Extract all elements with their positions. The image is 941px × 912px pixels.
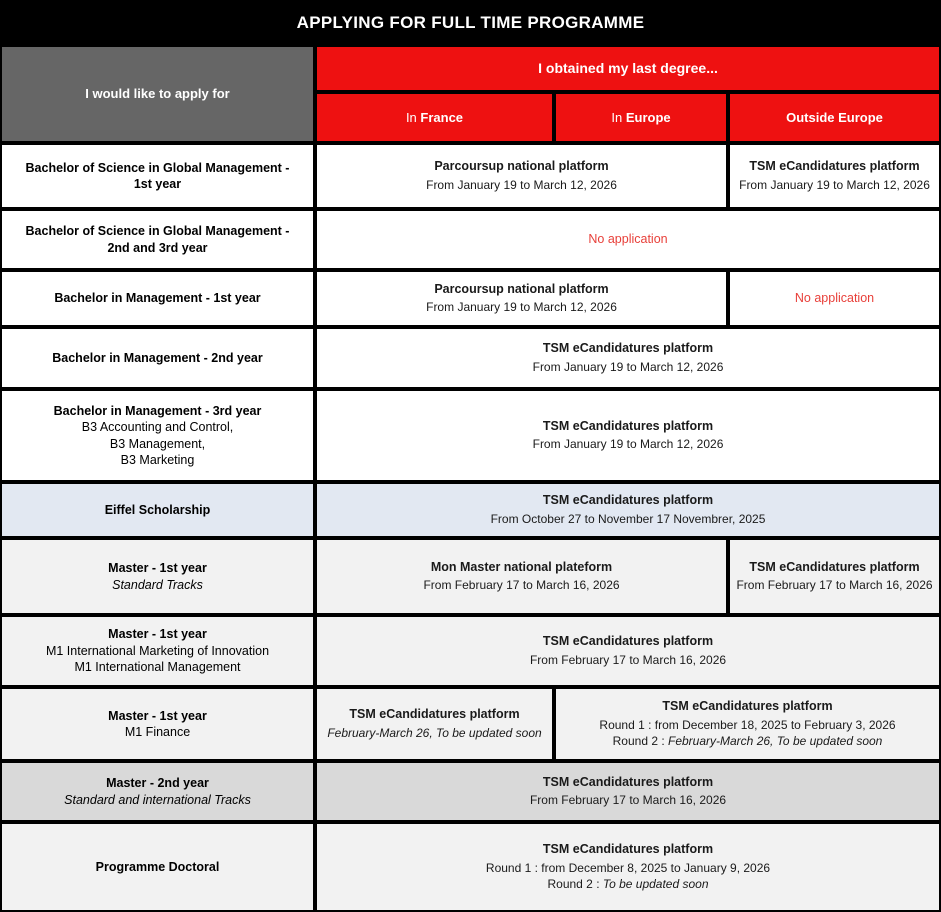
- page-title-bar: [0, 0, 941, 45]
- row-label-eiffel-scholarship: Eiffel Scholarship: [0, 482, 315, 538]
- row-label-master-1st-standard-tracks: Master - 1st year Standard Tracks: [0, 538, 315, 615]
- header-col-in-france-text: In France: [405, 109, 464, 125]
- header-col-outside-europe-text: Outside Europe: [786, 109, 883, 125]
- header-col-outside-europe: [728, 92, 941, 143]
- page-title: APPLYING FOR FULL TIME PROGRAMME: [296, 12, 645, 32]
- cell-bsc1-outside-europe: TSM eCandidatures platform From January 19 to March 12, 2026: [728, 143, 941, 209]
- header-degree-group: [315, 45, 941, 92]
- header-row-label-column: [0, 45, 315, 143]
- cell-m1std-france-europe: Mon Master national plateform From February 17 to March 16, 2026: [315, 538, 728, 615]
- cell-m1std-outside-europe: TSM eCandidatures platform From February 17 to March 16, 2026: [728, 538, 941, 615]
- row-label-bachelor-management-1st: Bachelor in Management - 1st year: [0, 270, 315, 327]
- row-label-bsc-global-management-2nd-3rd: Bachelor of Science in Global Management - 2nd and 3rd year: [0, 209, 315, 270]
- row-label-master-2nd: Master - 2nd year Standard and international Tracks: [0, 761, 315, 822]
- header-degree-group-text: I obtained my last degree...: [538, 60, 718, 77]
- cell-m1fin-france: TSM eCandidatures platform February-March 26, To be updated soon: [315, 687, 554, 761]
- cell-bm3-all-columns: TSM eCandidatures platform From January 19 to March 12, 2026: [315, 389, 941, 482]
- cell-doctoral-all-columns: TSM eCandidatures platform Round 1 : from December 8, 2025 to January 9, 2026 Round 2 : To be updated soon: [315, 822, 941, 912]
- cell-bm2-all-columns: TSM eCandidatures platform From January 19 to March 12, 2026: [315, 327, 941, 389]
- cell-m2-all-columns: TSM eCandidatures platform From February 17 to March 16, 2026: [315, 761, 941, 822]
- row-label-master-1st-finance: Master - 1st year M1 Finance: [0, 687, 315, 761]
- m1fin-round2-line: Round 2 : February-March 26, To be updated soon: [612, 733, 883, 748]
- header-col-in-france: [315, 92, 554, 143]
- row-label-bsc-global-management-1st: Bachelor of Science in Global Management - 1st year: [0, 143, 315, 209]
- cell-eiffel-all-columns: TSM eCandidatures platform From October 27 to November 17 Novembrer, 2025: [315, 482, 941, 538]
- cell-bsc1-france-europe: Parcoursup national platform From January 19 to March 12, 2026: [315, 143, 728, 209]
- header-col-in-europe: [554, 92, 728, 143]
- doctoral-round2-line: Round 2 : To be updated soon: [547, 876, 709, 891]
- header-col-in-europe-text: In Europe: [611, 109, 671, 125]
- cell-m1intl-all-columns: TSM eCandidatures platform From February 17 to March 16, 2026: [315, 615, 941, 687]
- cell-bm1-france-europe: Parcoursup national platform From January 19 to March 12, 2026: [315, 270, 728, 327]
- header-row-label-text: I would like to apply for: [85, 86, 230, 102]
- cell-bsc23-all-columns: No application: [315, 209, 941, 270]
- row-label-master-1st-international: Master - 1st year M1 International Marketing of Innovation M1 International Management: [0, 615, 315, 687]
- cell-bm1-outside-europe: No application: [728, 270, 941, 327]
- row-label-bachelor-management-3rd: Bachelor in Management - 3rd year B3 Accounting and Control, B3 Management, B3 Marketing: [0, 389, 315, 482]
- cell-m1fin-europe-outside: TSM eCandidatures platform Round 1 : from December 18, 2025 to February 3, 2026 Round 2 : February-March 26, To be updated soon: [554, 687, 941, 761]
- row-label-bachelor-management-2nd: Bachelor in Management - 2nd year: [0, 327, 315, 389]
- row-label-programme-doctoral: Programme Doctoral: [0, 822, 315, 912]
